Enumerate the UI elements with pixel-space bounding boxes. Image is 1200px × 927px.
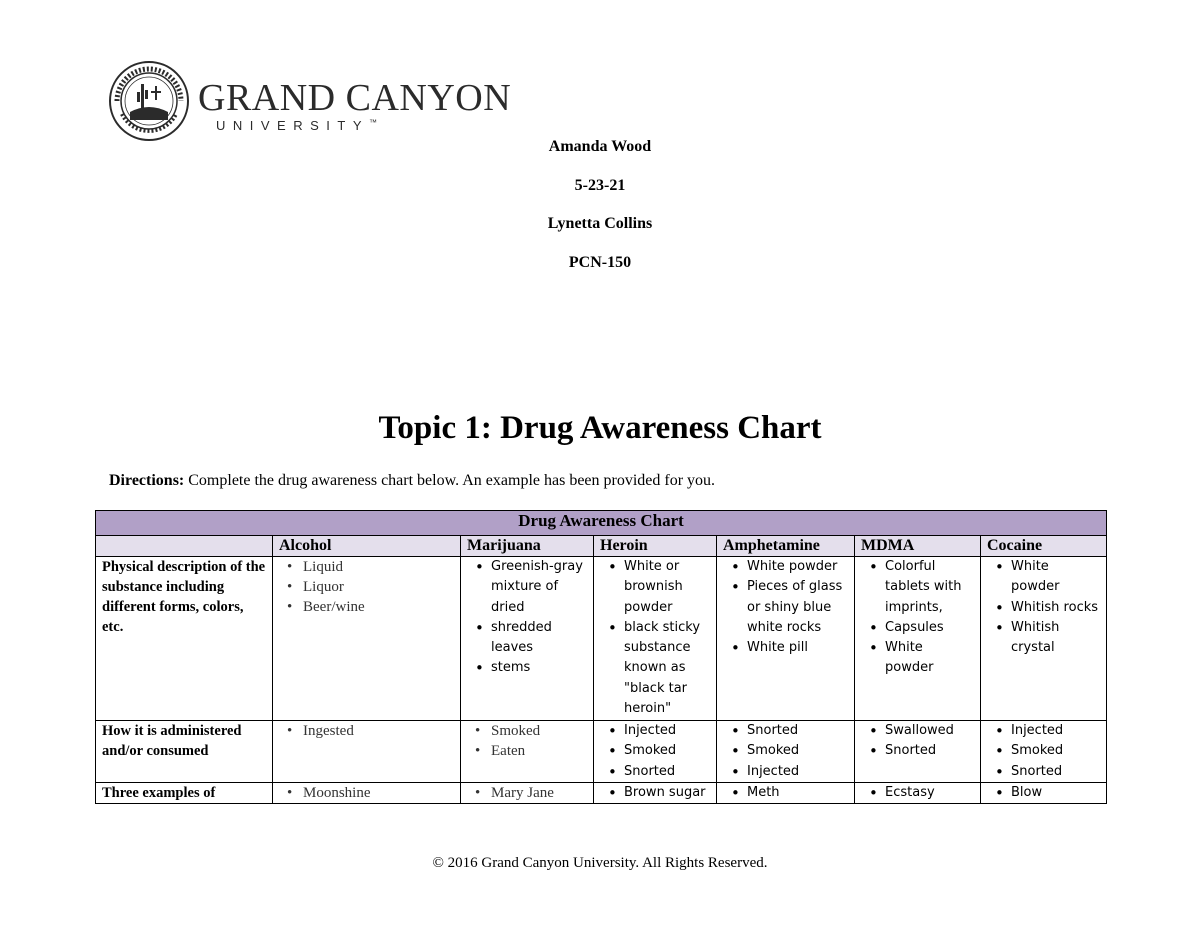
list-item: • Smoked — [731, 741, 848, 761]
column-header: MDMA — [855, 536, 981, 557]
cell-bullet-list — [600, 783, 710, 803]
table-cell — [981, 783, 1107, 804]
cell-bullet-list — [861, 783, 974, 803]
list-item: • black sticky substance known as "black tar heroin" — [608, 618, 710, 719]
table-cell — [981, 721, 1107, 783]
table-cell — [273, 557, 461, 721]
cell-bullet-list — [723, 721, 848, 782]
cell-bullet-list — [861, 557, 974, 679]
cell-bullet-list — [600, 721, 710, 782]
table-cell — [717, 721, 855, 783]
cell-bullet-list — [279, 721, 454, 741]
column-header: Cocaine — [981, 536, 1107, 557]
table-row — [96, 783, 1107, 804]
column-header — [96, 536, 273, 557]
list-item: • Pieces of glass or shiny blue white rocks — [731, 577, 848, 638]
list-item: • Liquor — [287, 577, 454, 597]
list-item: • Injected — [995, 721, 1100, 741]
copyright-footer: © 2016 Grand Canyon University. All Rights Reserved. — [432, 855, 768, 871]
row-label: Three examples of — [96, 783, 273, 804]
list-item: • Eaten — [475, 741, 587, 761]
table-cell — [855, 783, 981, 804]
table-row — [96, 721, 1107, 783]
table-cell — [717, 783, 855, 804]
table-cell — [981, 557, 1107, 721]
table-caption: Drug Awareness Chart — [96, 511, 1107, 536]
list-item: • Whitish crystal — [995, 618, 1100, 659]
list-item: • White powder — [731, 557, 848, 577]
list-item: • Snorted — [995, 762, 1100, 782]
directions-label: Directions: — [109, 472, 185, 489]
list-item: • Snorted — [731, 721, 848, 741]
list-item: • stems — [475, 658, 587, 678]
column-header: Heroin — [594, 536, 717, 557]
row-label: Physical description of the substance including different forms, colors, etc. — [96, 557, 273, 721]
cell-bullet-list — [467, 783, 587, 803]
cell-bullet-list — [861, 721, 974, 762]
list-item: • Ingested — [287, 721, 454, 741]
cell-bullet-list — [279, 557, 454, 617]
drug-awareness-table — [95, 510, 1107, 804]
cell-bullet-list — [723, 557, 848, 658]
row-label: How it is administered and/or consumed — [96, 721, 273, 783]
brand-subtitle: UNIVERSITY™ — [216, 118, 378, 133]
directions-text: Complete the drug awareness chart below. An example has been provided for you. — [184, 472, 716, 489]
cell-bullet-list — [600, 557, 710, 719]
cell-bullet-list — [987, 721, 1100, 782]
table-cell — [594, 783, 717, 804]
student-name: Amanda Wood — [548, 138, 652, 155]
list-item: • Brown sugar — [608, 783, 710, 803]
table-header-row — [96, 536, 1107, 557]
column-header: Amphetamine — [717, 536, 855, 557]
list-item: • Snorted — [869, 741, 974, 761]
table-cell — [594, 557, 717, 721]
cell-bullet-list — [723, 783, 848, 803]
course-code: PCN-150 — [568, 254, 632, 271]
table-cell — [594, 721, 717, 783]
list-item: • Smoked — [995, 741, 1100, 761]
list-item: • Blow — [995, 783, 1100, 803]
list-item: • Ecstasy — [869, 783, 974, 803]
brand-name: GRAND CANYON — [198, 77, 512, 119]
cell-bullet-list — [467, 557, 587, 679]
list-item: • Snorted — [608, 762, 710, 782]
gcu-logo — [108, 60, 512, 142]
list-item: • Whitish rocks — [995, 598, 1100, 618]
table-caption-row — [96, 511, 1107, 536]
list-item: • White powder — [995, 557, 1100, 598]
table-cell — [461, 721, 594, 783]
university-seal-icon — [108, 60, 190, 142]
list-item: • Injected — [608, 721, 710, 741]
cell-bullet-list — [279, 783, 454, 803]
list-item: • Beer/wine — [287, 597, 454, 617]
list-item: • Meth — [731, 783, 848, 803]
cell-bullet-list — [467, 721, 587, 761]
list-item: • Smoked — [475, 721, 587, 741]
table-cell — [461, 783, 594, 804]
list-item: • Smoked — [608, 741, 710, 761]
list-item: • Colorful tablets with imprints, — [869, 557, 974, 618]
list-item: • Swallowed — [869, 721, 974, 741]
list-item: • Moonshine — [287, 783, 454, 803]
list-item: • Capsules — [869, 618, 974, 638]
directions — [109, 472, 715, 490]
column-header: Alcohol — [273, 536, 461, 557]
cell-bullet-list — [987, 783, 1100, 803]
list-item: • Greenish-gray mixture of dried — [475, 557, 587, 618]
list-item: • White powder — [869, 638, 974, 679]
instructor-name: Lynetta Collins — [547, 215, 653, 232]
list-item: • White pill — [731, 638, 848, 658]
table-row — [96, 557, 1107, 721]
list-item: • White or brownish powder — [608, 557, 710, 618]
list-item: • Injected — [731, 762, 848, 782]
list-item: • Liquid — [287, 557, 454, 577]
table-cell — [855, 721, 981, 783]
table-cell — [273, 783, 461, 804]
table-cell — [855, 557, 981, 721]
table-cell — [273, 721, 461, 783]
table-cell — [717, 557, 855, 721]
submission-date: 5-23-21 — [574, 177, 626, 194]
table-cell — [461, 557, 594, 721]
page-title: Topic 1: Drug Awareness Chart — [378, 410, 822, 446]
column-header: Marijuana — [461, 536, 594, 557]
list-item: • Mary Jane — [475, 783, 587, 803]
list-item: • shredded leaves — [475, 618, 587, 659]
cell-bullet-list — [987, 557, 1100, 658]
